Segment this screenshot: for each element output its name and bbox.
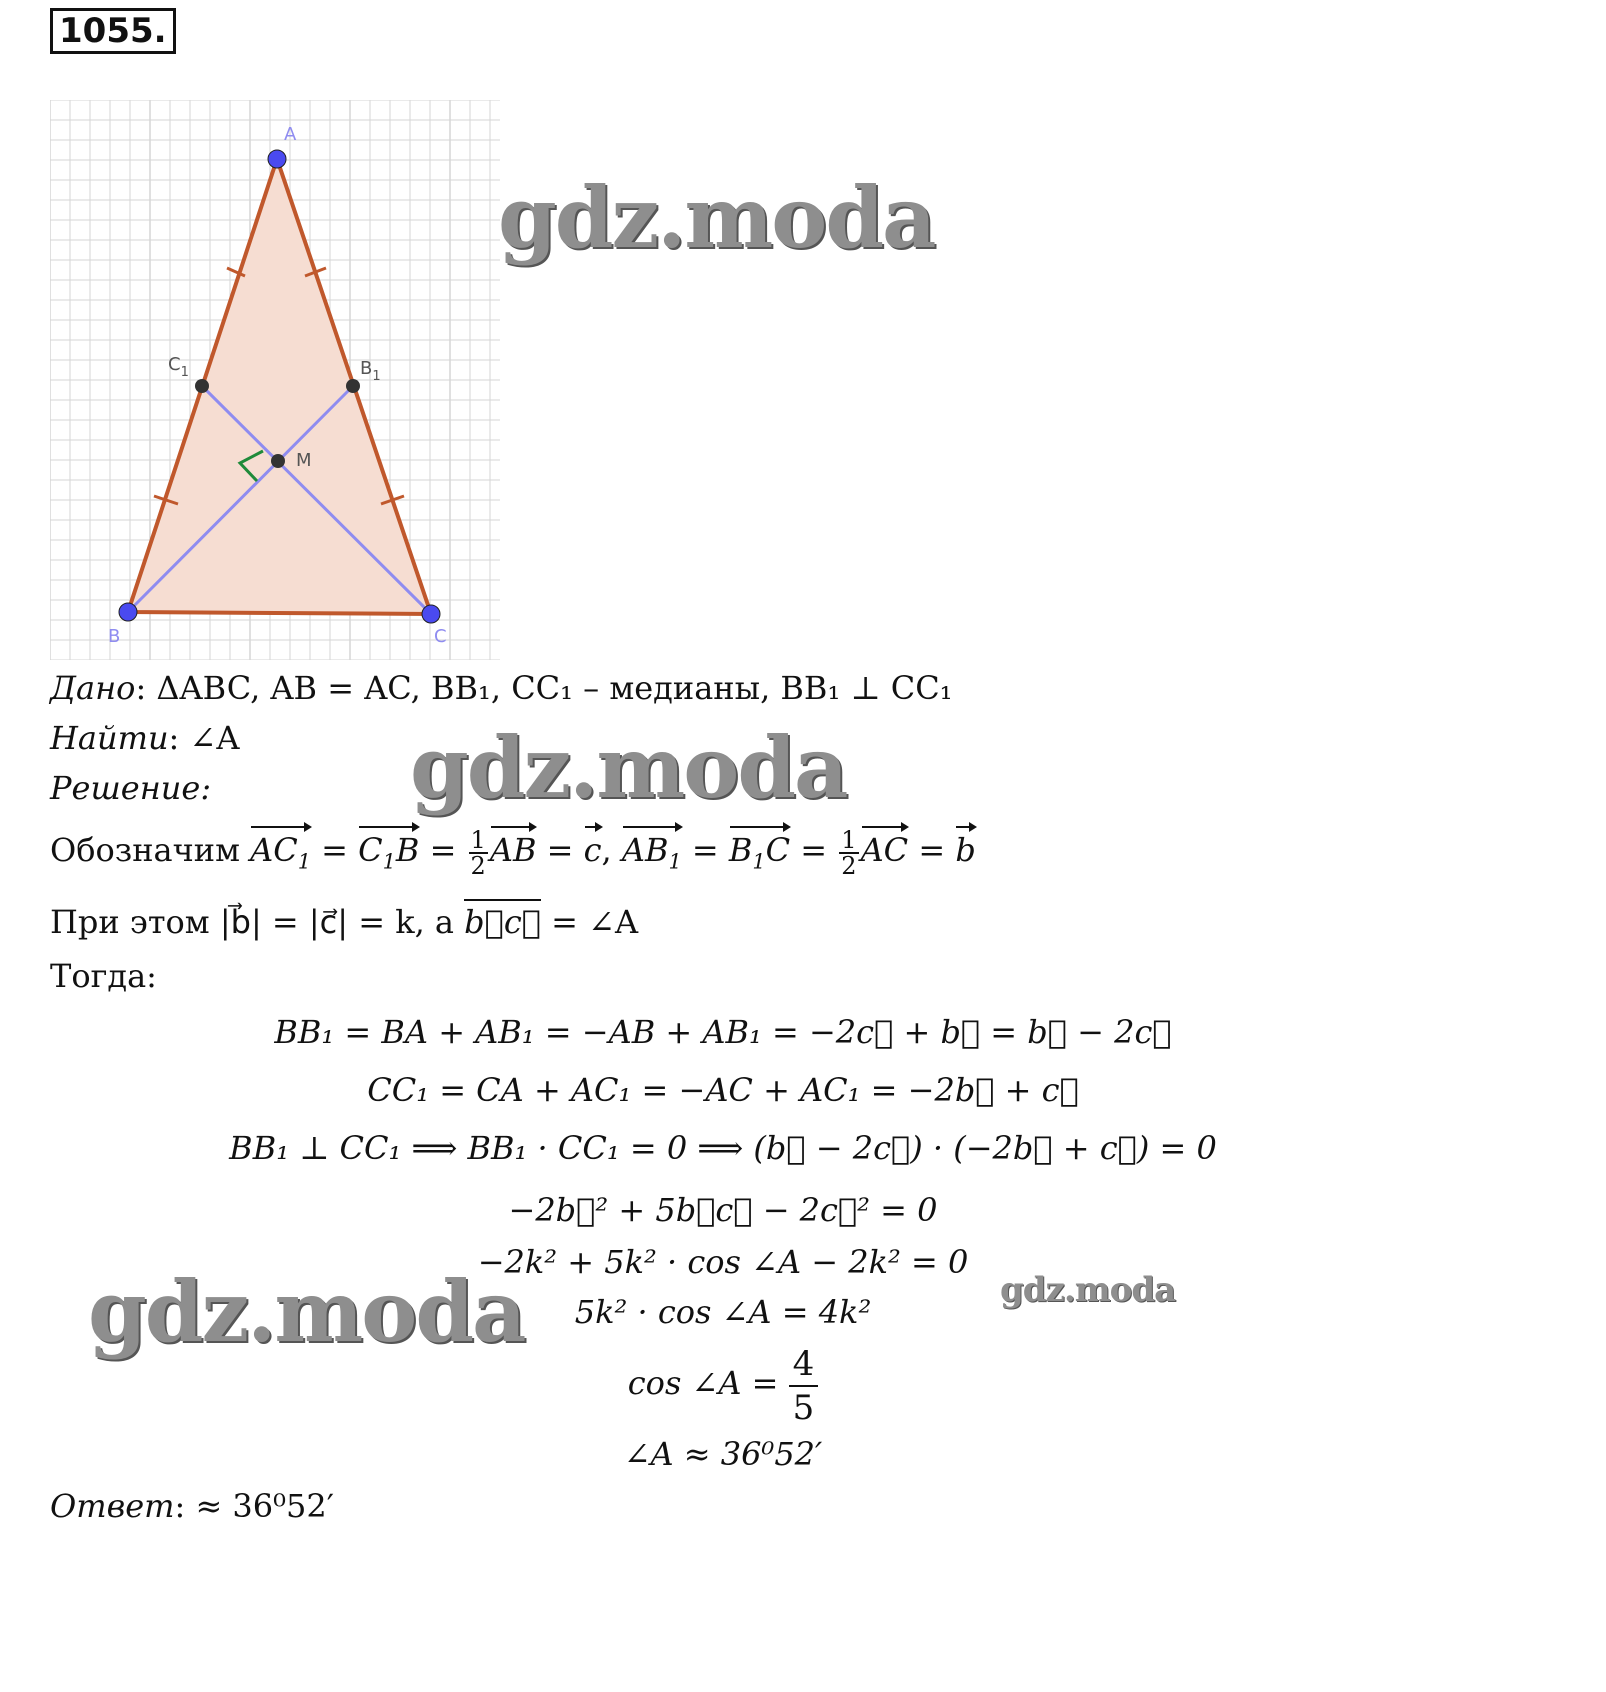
label-b1: $B_1$: [360, 358, 381, 384]
watermark-1: gdz.moda: [498, 168, 935, 267]
watermark-4: gdz.moda: [1000, 1270, 1176, 1310]
equation-5: −2k² + 5k² · cos ∠A − 2k² = 0: [477, 1243, 969, 1281]
problem-number: 1055.: [50, 8, 176, 54]
answer-line: [50, 1486, 334, 1526]
point-m: [271, 454, 285, 468]
point-b1: [346, 379, 360, 393]
find-text: : ∠A: [168, 719, 240, 757]
label-c1: $C_1$: [168, 354, 189, 380]
answer-label: Ответ: [50, 1487, 175, 1525]
equation-3: BB₁ ⊥ CC₁ ⟹ BB₁ · CC₁ = 0 ⟹ (b⃗ − 2c⃗) · (−2b⃗ + c⃗) = 0: [229, 1129, 1217, 1167]
given-line: [50, 668, 953, 708]
answer-text: : ≈ 36⁰52′: [174, 1487, 334, 1525]
point-c1: [195, 379, 209, 393]
watermark-3: gdz.moda: [88, 1262, 525, 1361]
label-a: A: [284, 124, 297, 145]
given-text: : ΔABC, AB = AC, BB₁, CC₁ – медианы, BB₁ ⊥ CC₁: [135, 669, 953, 707]
label-b: B: [108, 626, 121, 647]
vertex-c: [422, 605, 440, 623]
label-m: M: [296, 450, 312, 471]
pri-etom-text: При этом |b⃗| = |c⃗| = k, а: [50, 903, 454, 941]
vertex-b: [119, 603, 137, 621]
find-label: Найти: [50, 719, 169, 757]
eq7-denominator: 5: [792, 1387, 815, 1428]
notation-line: Обозначим $AC_1 = C_1B$ = $\frac{1}{2}$ AB = c, $AB_1 = B_1C$ = $\frac{1}{2}$ AC = b: [50, 825, 976, 880]
pri-etom-tail: = ∠A: [551, 903, 639, 941]
equation-7: [0, 1338, 1526, 1429]
eq7-left: cos ∠A =: [627, 1364, 779, 1402]
equation-6: 5k² · cos ∠A = 4k²: [574, 1293, 872, 1331]
equation-2: CC₁ = CA + AC₁ = −AC + AC₁ = −2b⃗ + c⃗: [367, 1071, 1079, 1109]
eq7-numerator: 4: [789, 1343, 819, 1387]
given-label: Дано: [50, 669, 136, 707]
triangle-figure: [50, 100, 500, 660]
solution-label: Решение:: [50, 769, 212, 807]
equation-4: −2b⃗² + 5b⃗c⃗ − 2c⃗² = 0: [508, 1191, 938, 1229]
equation-1: BB₁ = BA + AB₁ = −AB + AB₁ = −2c⃗ + b⃗ = b⃗ − 2c⃗: [274, 1013, 1172, 1051]
watermark-2: gdz.moda: [410, 718, 847, 817]
pri-etom-line: При этом |b⃗| = |c⃗| = k, а b⃗c⃗ = ∠A: [50, 902, 638, 942]
notation-word: Обозначим: [50, 831, 240, 869]
equation-8: ∠A ≈ 36⁰52′: [623, 1435, 823, 1473]
vertex-a: [268, 150, 286, 168]
label-c: C: [434, 626, 447, 647]
triangle-abc: [128, 159, 431, 614]
find-line: [50, 718, 239, 758]
togda-line: Тогда:: [50, 957, 157, 995]
